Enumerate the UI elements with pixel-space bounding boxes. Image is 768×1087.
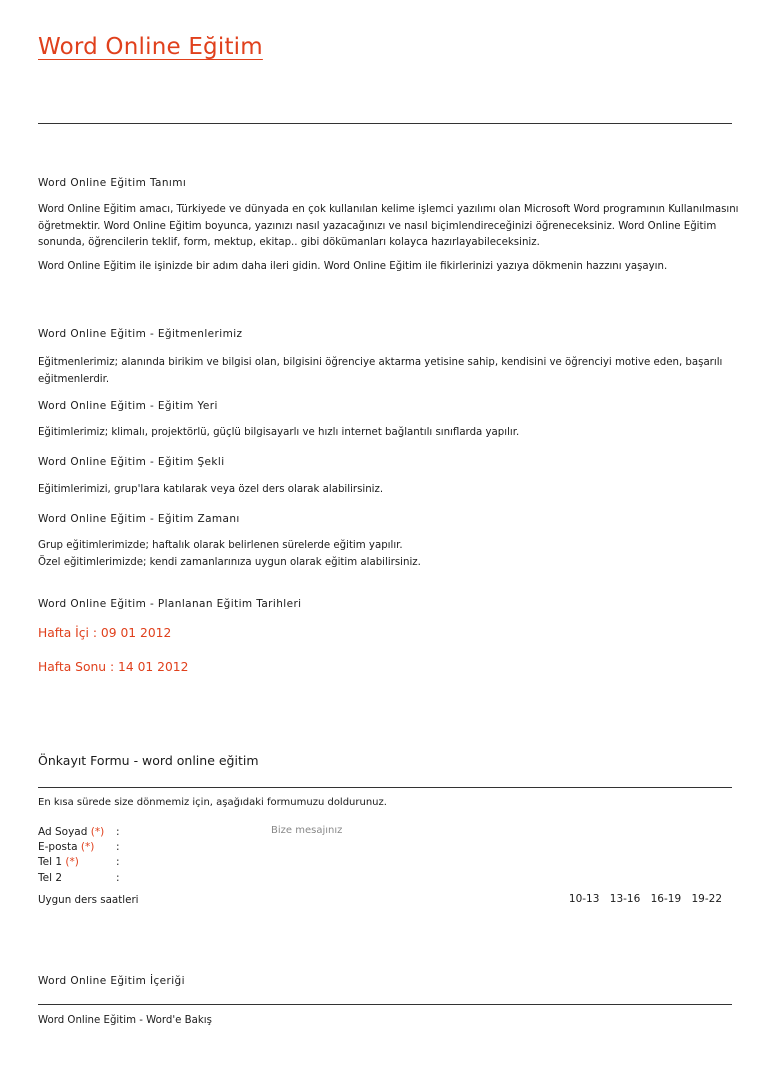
form-title: Önkayıt Formu - word online eğitim <box>38 753 259 768</box>
form-row-tel1[interactable] <box>38 855 120 871</box>
field-colon: : <box>116 826 120 838</box>
section-heading-yer: Word Online Eğitim - Eğitim Yeri <box>38 400 218 412</box>
section-heading-tanim: Word Online Eğitim Tanımı <box>38 177 187 189</box>
title-divider <box>38 123 732 124</box>
hour-option[interactable]: 19-22 <box>691 893 722 905</box>
tanim-line: sonunda, öğrencilerin teklif, form, mektup, ekitap.. gibi dökümanları kolayca hazırlayabileceksiniz. <box>38 237 540 248</box>
hours-label: Uygun ders saatleri <box>38 894 139 906</box>
page-title: Word Online Eğitim <box>38 34 263 60</box>
hours-options <box>562 893 722 905</box>
egitmen-line: Eğitmenlerimiz; alanında birikim ve bilgisi olan, bilgisini öğrenciye aktarma yetisine sahip, kendisini ve öğrenciyi motive eden, başarılı <box>38 357 723 368</box>
content-divider <box>38 1004 732 1005</box>
tanim-paragraph <box>38 202 739 252</box>
field-colon: : <box>116 856 120 868</box>
form-row-tel2[interactable] <box>38 871 120 887</box>
tanim-line: öğretmektir. Word Online Eğitim boyunca, yazınızı nasıl yazacağınızı ve nasıl biçimlendireceğinizi öğreneceksiniz. Word Online Eğitim <box>38 220 717 232</box>
required-mark: (*) <box>65 856 79 868</box>
field-colon: : <box>116 872 120 884</box>
sekil-paragraph: Eğitimlerimizi, grup'lara katılarak veya özel ders olarak alabilirsiniz. <box>38 484 384 495</box>
field-label: Tel 2 <box>38 872 63 884</box>
form-intro: En kısa sürede size dönmemiz için, aşağıdaki formumuzu doldurunuz. <box>38 797 387 808</box>
section-heading-egitmen: Word Online Eğitim - Eğitmenlerimiz <box>38 328 243 340</box>
field-label: E-posta <box>38 841 78 853</box>
hour-option[interactable]: 13-16 <box>609 893 641 905</box>
message-input[interactable]: Bize mesajınız <box>271 825 343 836</box>
zaman-line: Özel eğitimlerimizde; kendi zamanlarınıza uygun olarak eğitim alabilirsiniz. <box>38 556 421 568</box>
field-label: Ad Soyad <box>38 826 88 838</box>
field-colon: : <box>116 841 120 853</box>
field-label: Tel 1 <box>38 856 63 868</box>
form-row-eposta[interactable] <box>38 840 120 856</box>
hafta-ici-date: Hafta İçi : 09 01 2012 <box>38 626 172 640</box>
required-mark: (*) <box>90 826 105 838</box>
tanim-paragraph-2: Word Online Eğitim ile işinizde bir adım daha ileri gidin. Word Online Eğitim ile fikirlerinizi yazıya dökmenin hazzını yaşayın. <box>38 261 668 272</box>
zaman-paragraph <box>38 538 732 571</box>
content-first-item: Word Online Eğitim - Word'e Bakış <box>38 1015 212 1026</box>
section-heading-zaman: Word Online Eğitim - Eğitim Zamanı <box>38 513 240 525</box>
form-divider <box>38 787 732 788</box>
hafta-sonu-date: Hafta Sonu : 14 01 2012 <box>38 660 189 674</box>
required-mark: (*) <box>80 841 95 853</box>
egitmen-line: eğitmenlerdir. <box>38 373 110 385</box>
zaman-line: Grup eğitimlerimizde; haftalık olarak belirlenen sürelerde eğitim yapılır. <box>38 540 403 551</box>
form-row-ad-soyad[interactable] <box>38 825 120 841</box>
section-heading-tarih: Word Online Eğitim - Planlanan Eğitim Tarihleri <box>38 598 302 610</box>
section-heading-icerik: Word Online Eğitim İçeriği <box>38 975 185 987</box>
tanim-line: Word Online Eğitim amacı, Türkiyede ve dünyada en çok kullanılan kelime işlemci yazılımı olan Microsoft Word programının Kullanılmasını <box>38 204 739 215</box>
hour-option[interactable]: 10-13 <box>568 893 600 905</box>
yer-paragraph: Eğitimlerimiz; klimalı, projektörlü, güçlü bilgisayarlı ve hızlı internet bağlantılı sınıflarda yapılır. <box>38 427 520 438</box>
hour-option[interactable]: 16-19 <box>650 893 682 905</box>
section-heading-sekil: Word Online Eğitim - Eğitim Şekli <box>38 456 225 468</box>
egitmen-paragraph <box>38 355 732 388</box>
